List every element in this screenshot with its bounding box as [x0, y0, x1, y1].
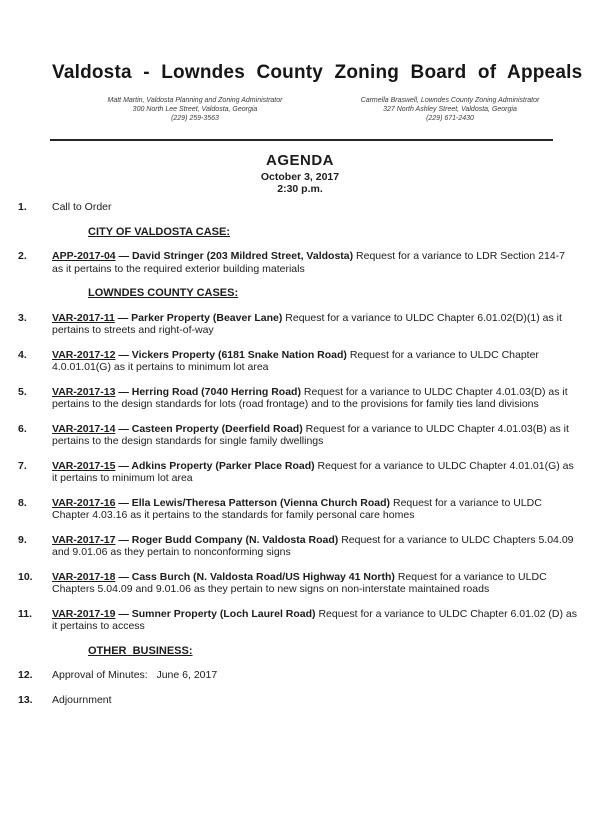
case-number: VAR-2017-14 [52, 422, 116, 435]
case-description: Request for a variance to ULDC Chapter 4.0.01.01(G) as it pertains to minimum lot area [52, 348, 539, 373]
case-content [52, 571, 578, 596]
item-number: 6. [18, 422, 27, 435]
case-number: VAR-2017-11 [52, 311, 115, 324]
case-title: — David Stringer (203 Mildred Street, Valdosta) [118, 250, 354, 262]
case-number: VAR-2017-18 [52, 570, 116, 583]
case-title: — Casteen Property (Deerfield Road) [118, 422, 303, 435]
agenda-case-item [0, 349, 600, 374]
header-divider [50, 139, 553, 141]
case-content [52, 608, 578, 633]
case-number: VAR-2017-19 [52, 607, 116, 620]
item-text: Approval of Minutes: June 6, 2017 [52, 669, 218, 681]
item-number: 2. [18, 250, 27, 262]
document-title: Valdosta - Lowndes County Zoning Board of Appeals [52, 62, 583, 83]
agenda-case-item [0, 608, 600, 633]
case-number: APP-2017-04 [52, 250, 116, 262]
case-title: — Cass Burch (N. Valdosta Road/US Highway 41 North) [118, 570, 395, 583]
item-number: 5. [18, 385, 27, 398]
admin-name: Carmella Braswell, Lowndes County Zoning Administrator [360, 97, 540, 104]
admin-name: Matt Martin, Valdosta Planning and Zoning Administrator [107, 97, 283, 104]
agenda-heading: AGENDA [265, 152, 334, 169]
agenda-case-item [0, 460, 600, 485]
case-number: VAR-2017-12 [52, 348, 116, 361]
agenda-case-item [0, 534, 600, 559]
case-number: VAR-2017-16 [52, 496, 116, 509]
case-title: — Roger Budd Company (N. Valdosta Road) [118, 533, 339, 546]
administrator-info-right [330, 96, 570, 123]
section-heading [88, 287, 600, 300]
agenda-date: October 3, 2017 [260, 171, 340, 183]
item-number: 7. [18, 459, 27, 472]
item-number: 9. [18, 533, 27, 546]
case-title: — Adkins Property (Parker Place Road) [118, 459, 315, 472]
section-heading-text: LOWNDES COUNTY CASES: [88, 287, 239, 299]
case-content [52, 460, 578, 485]
item-text: Call to Order [52, 201, 112, 213]
case-title: — Parker Property (Beaver Lane) [117, 311, 283, 324]
agenda-case-item [0, 497, 600, 522]
agenda-case-item [0, 423, 600, 448]
administrator-info-left [60, 96, 330, 123]
item-number: 4. [18, 348, 27, 361]
case-content [52, 250, 578, 275]
agenda-item [0, 201, 600, 214]
agenda-time: 2:30 p.m. [277, 183, 323, 195]
item-number: 11. [18, 607, 33, 620]
agenda-item [0, 694, 600, 707]
agenda-case-item [0, 386, 600, 411]
case-description: Request for a variance to LDR Section 214-7 as it pertains to the required exterior building materials [52, 250, 565, 275]
case-title: — Sumner Property (Loch Laurel Road) [118, 607, 316, 620]
admin-address: 300 North Lee Street, Valdosta, Georgia [132, 106, 258, 113]
agenda-case-item [0, 571, 600, 596]
case-number: VAR-2017-13 [52, 385, 116, 398]
item-number: 8. [18, 496, 27, 509]
item-number: 12. [18, 669, 33, 681]
item-number: 1. [18, 201, 27, 213]
case-content [52, 349, 578, 374]
agenda-case-item [0, 312, 600, 337]
case-description: Request for a variance to ULDC Chapter 6.01.02(D)(1) as it pertains to streets and right-of-way [52, 311, 562, 336]
admin-phone: (229) 671-2430 [426, 115, 474, 122]
case-content [52, 312, 578, 337]
case-description: Request for a variance to ULDC Chapters 5.04.09 and 9.01.06 as they pertain to nonconforming signs [52, 533, 574, 558]
case-description: Request for a variance to ULDC Chapter 4.01.01(G) as it pertains to minimum lot area [52, 459, 574, 484]
agenda-item [0, 669, 600, 682]
case-content [52, 386, 578, 411]
administrators-block [0, 96, 600, 123]
case-number: VAR-2017-17 [52, 533, 116, 546]
agenda-document [0, 62, 600, 706]
item-number: 13. [18, 693, 33, 706]
case-content [52, 497, 578, 522]
item-number: 3. [18, 311, 27, 324]
case-title: — Herring Road (7040 Herring Road) [118, 385, 301, 398]
section-heading-text: CITY OF VALDOSTA CASE: [88, 225, 230, 238]
section-heading [88, 226, 600, 239]
case-title: — Ella Lewis/Theresa Patterson (Vienna Church Road) [118, 496, 391, 509]
case-content [52, 534, 578, 559]
agenda-case-item [0, 250, 600, 275]
case-description: Request for a variance to ULDC Chapter 4.03.16 as it pertains to the standards for family personal care homes [52, 496, 542, 521]
admin-phone: (229) 259-3563 [171, 115, 219, 122]
section-heading [88, 645, 600, 658]
admin-address: 327 North Ashley Street, Valdosta, Georgia [383, 106, 517, 113]
case-description: Request for a variance to ULDC Chapter 6.01.02 (D) as it pertains to access [52, 607, 578, 632]
case-number: VAR-2017-15 [52, 459, 116, 472]
case-title: — Vickers Property (6181 Snake Nation Road) [118, 348, 347, 361]
case-description: Request for a variance to ULDC Chapters 5.04.09 and 9.01.06 as they pertain to new signs on non-interstate maintained roads [52, 570, 547, 595]
case-description: Request for a variance to ULDC Chapter 4.01.03(B) as it pertains to the design standards for single family dwellings [52, 422, 569, 447]
item-text: Adjournment [52, 693, 112, 706]
item-number: 10. [18, 570, 33, 583]
case-content [52, 423, 578, 448]
section-heading-text: OTHER BUSINESS: [88, 644, 193, 657]
case-description: Request for a variance to ULDC Chapter 4.01.03(D) as it pertains to the design standards for lots (road frontage) and to the provisions for family ties land divisions [52, 385, 568, 410]
agenda-items-list [0, 201, 600, 706]
